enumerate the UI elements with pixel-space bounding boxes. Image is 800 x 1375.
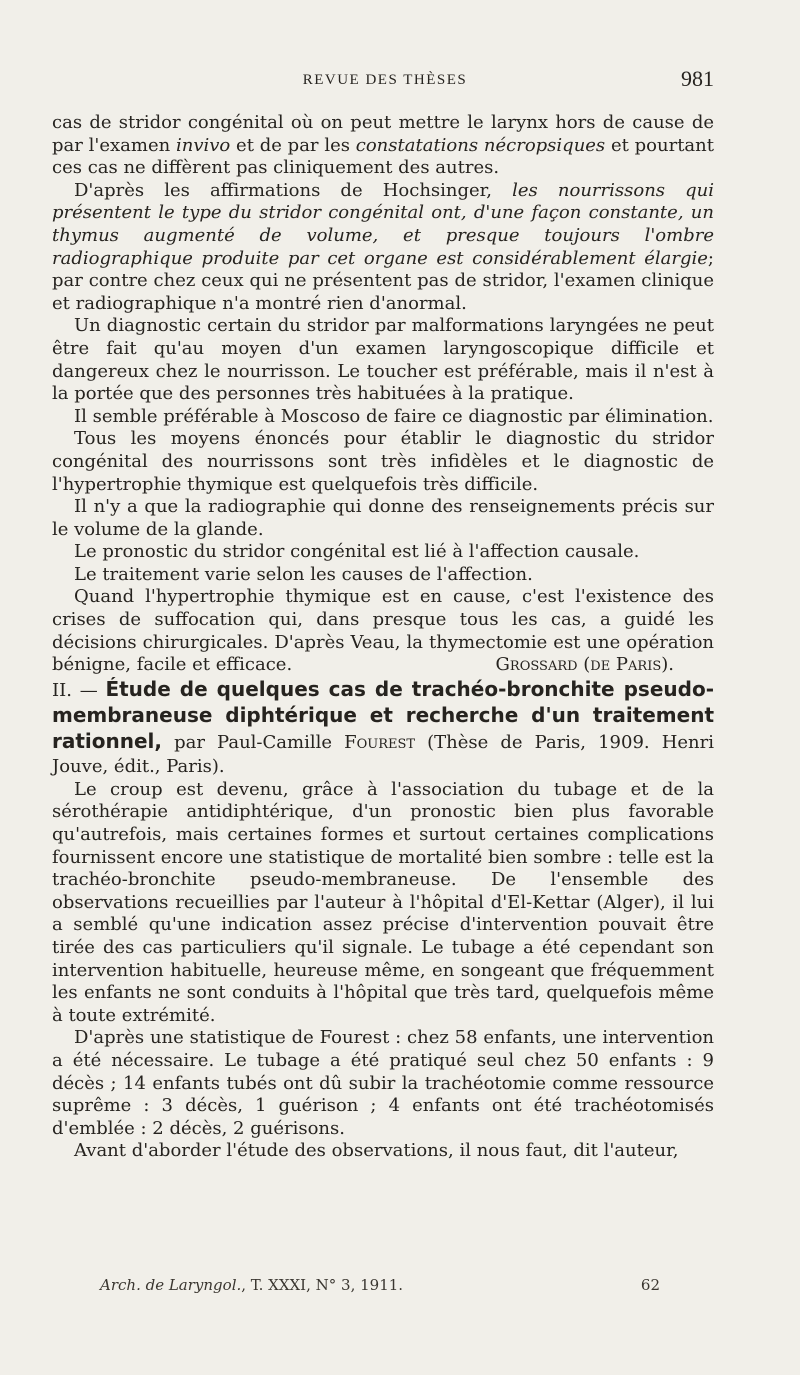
section-heading xyxy=(52,677,714,779)
section-publication: (Thèse de Paris, 1909. Henri Jouve, édit., Paris). xyxy=(52,731,715,777)
text-run: et pourtant ces cas ne diffèrent pas cliniquement des autres. xyxy=(52,134,714,179)
paragraph-3: Un diagnostic certain du stridor par malformations laryngées ne peut être fait qu'au moyen d'un examen laryngoscopique difficile et dangereux chez le nourrisson. Le toucher est préférable, mais il n'est à la portée que des personnes très habituées à la pratique. xyxy=(52,315,714,405)
page-number: 981 xyxy=(681,66,714,91)
italic-run: invivo xyxy=(175,134,231,156)
paragraph-6: Il n'y a que la radiographie qui donne des renseignements précis sur le volume de la glande. xyxy=(52,496,714,540)
page-footer xyxy=(100,1276,660,1294)
section-number: II. — xyxy=(52,679,106,701)
author-signature: Grossard (de Paris). xyxy=(495,654,674,676)
paragraph-5: Tous les moyens énoncés pour établir le diagnostic du stridor congénital des nourrissons sont très infidèles et le diagnostic de l'hypertrophie thymique est quelquefois très difficile. xyxy=(52,428,714,495)
journal-citation: , T. XXXI, N° 3, 1911. xyxy=(241,1276,404,1294)
page-header xyxy=(52,62,718,102)
paragraph-2 xyxy=(52,180,714,316)
section-by: par Paul-Camille xyxy=(162,731,345,753)
paragraph-12: Avant d'aborder l'étude des observations, il nous faut, dit l'auteur, xyxy=(74,1140,679,1162)
sheet-number: 62 xyxy=(640,1276,660,1294)
paragraph-8: Le traitement varie selon les causes de l'affection. xyxy=(74,563,533,585)
text-run: Quand l'hypertrophie thymique est en cause, c'est l'existence des crises de suffocation qui, dans presque tous les cas, a guidé les décisions chirurgicales. D'après Veau, la thymectomie est une opération bénigne, facile et efficace. xyxy=(52,586,714,676)
italic-run: les nourrissons qui présentent le type du stridor congénital ont, d'une façon constante, un thymus augmenté de volume, et presque toujours l'ombre radiographique produite par cet organe est considérablement élargie xyxy=(52,179,715,269)
running-title: REVUE DES THÈSES xyxy=(302,72,468,88)
italic-run: constatations nécropsiques xyxy=(355,134,606,156)
text-run: D'après les affirmations de Hochsinger, xyxy=(74,179,513,201)
paragraph-7: Le pronostic du stridor congénital est lié à l'affection causale. xyxy=(74,541,640,563)
text-run: et de par les xyxy=(230,134,356,156)
text-run: cas de stridor congénital où on peut mettre le larynx hors de cause de par l'examen xyxy=(52,112,714,156)
section-author: Fourest xyxy=(344,731,416,753)
paragraph-9 xyxy=(52,586,714,676)
body-text xyxy=(52,112,714,1163)
paragraph-11: D'après une statistique de Fourest : chez 58 enfants, une intervention a été nécessaire. Le tubage a été pratiqué seul chez 50 enfants : 9 décès ; 14 enfants tubés ont dû subir la trachéotomie comme ressource suprême : 3 décès, 1 guérison ; 4 enfants ont été trachéotomisés d'emblée : 2 décès, 2 guérisons. xyxy=(52,1027,714,1139)
text-run: ; par contre chez ceux qui ne présentent pas de stridor, l'examen clinique et radiographique n'a montré rien d'anormal. xyxy=(52,247,714,314)
paragraph-4: Il semble préférable à Moscoso de faire ce diagnostic par élimination. xyxy=(74,405,714,427)
journal-name: Arch. de Laryngol. xyxy=(100,1276,242,1294)
section-title: Étude de quelques cas de trachéo-bronchite pseudo-membraneuse diphtérique et recherche d'un traitement rationnel, xyxy=(52,676,714,753)
paragraph-1 xyxy=(52,112,714,180)
paragraph-10: Le croup est devenu, grâce à l'association du tubage et de la sérothérapie antidiphtérique, d'un pronostic bien plus favorable qu'autrefois, mais certaines formes et surtout certaines complications fournissent encore une statistique de mortalité bien sombre : telle est la trachéo-bronchite pseudo-membraneuse. De l'ensemble des observations recueillies par l'auteur à l'hôpital d'El-Kettar (Alger), il lui a semblé qu'une indication assez précise d'intervention pouvait être tirée des cas particuliers qu'il signale. Le tubage a été cependant son intervention habituelle, heureuse même, en songeant que fréquemment les enfants ne sont conduits à l'hôpital que très tard, quelquefois même à toute extrémité. xyxy=(52,778,714,1026)
